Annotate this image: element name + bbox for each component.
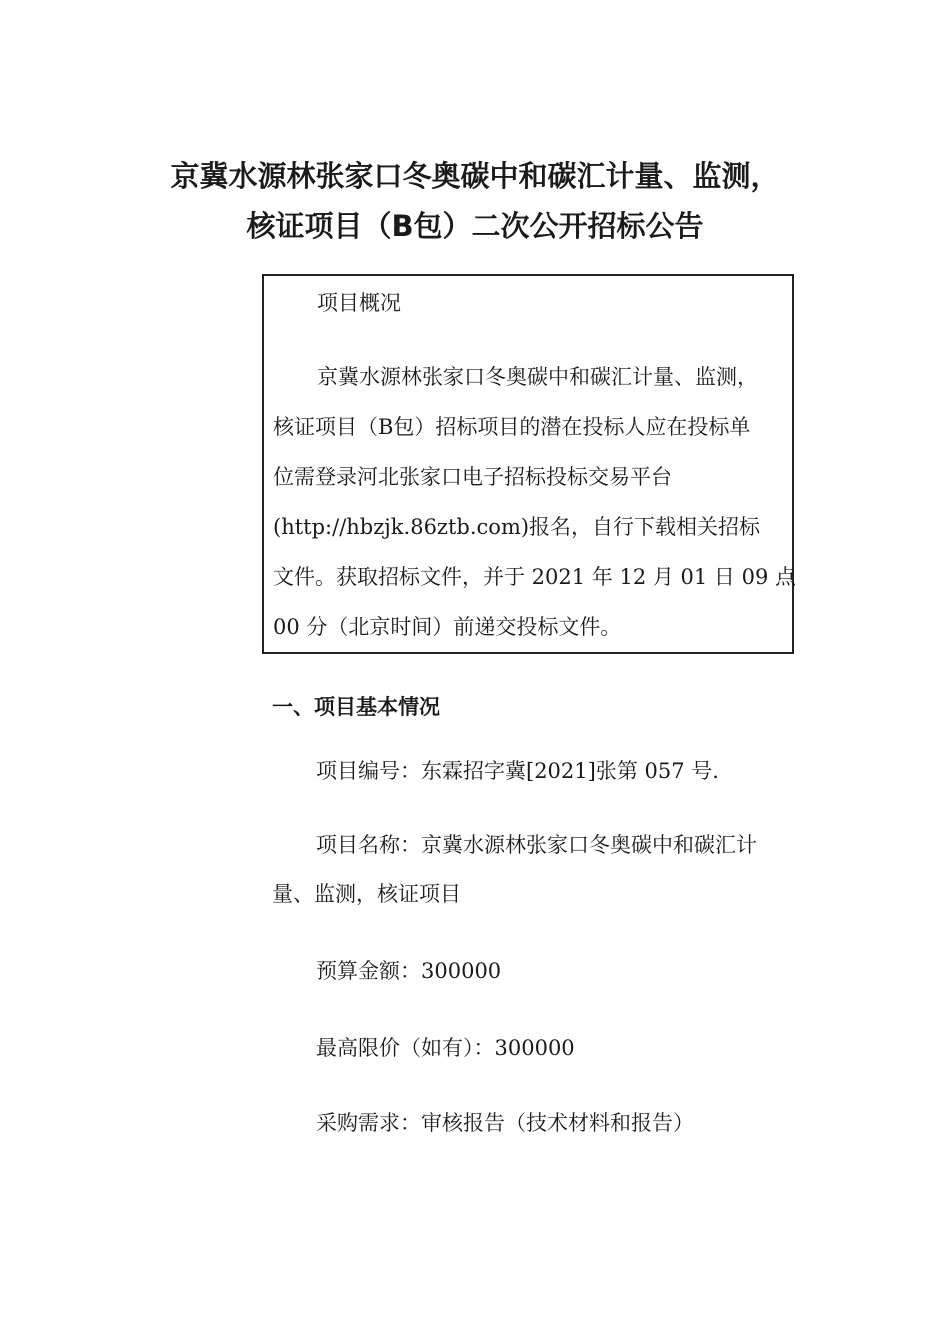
overview-line: (http://hbzjk.86ztb.com)报名，自行下载相关招标 [273, 515, 761, 539]
overview-line: 00 分（北京时间）前递交投标文件。 [273, 615, 622, 639]
overview-line: 文件。获取招标文件，并于 2021 年 12 月 01 日 09 点 [273, 565, 797, 589]
overview-line: 京冀水源林张家口冬奥碳中和碳汇计量、监测， [317, 365, 758, 389]
max-price: 最高限价（如有）：300000 [316, 1036, 575, 1060]
procurement-need: 采购需求：审核报告（技术材料和报告） [316, 1111, 694, 1135]
budget-amount: 预算金额：300000 [316, 959, 502, 983]
project-name-line-2: 量、监测，核证项目 [272, 882, 461, 906]
document-title-line-2: 核证项目（B包）二次公开招标公告 [246, 209, 704, 243]
project-overview-box [262, 274, 797, 654]
overview-line: 位需登录河北张家口电子招标投标交易平台 [273, 465, 672, 489]
section-heading-project-basics: 一、项目基本情况 [272, 695, 440, 719]
overview-heading: 项目概况 [317, 291, 401, 315]
overview-line: 核证项目（B包）招标项目的潜在投标人应在投标单 [273, 415, 751, 439]
project-name-line-1: 项目名称：京冀水源林张家口冬奥碳中和碳汇计 [316, 833, 757, 857]
project-number: 项目编号：东霖招字冀[2021]张第 057 号. [316, 759, 719, 783]
document-title-line-1: 京冀水源林张家口冬奥碳中和碳汇计量、监测， [170, 159, 780, 193]
